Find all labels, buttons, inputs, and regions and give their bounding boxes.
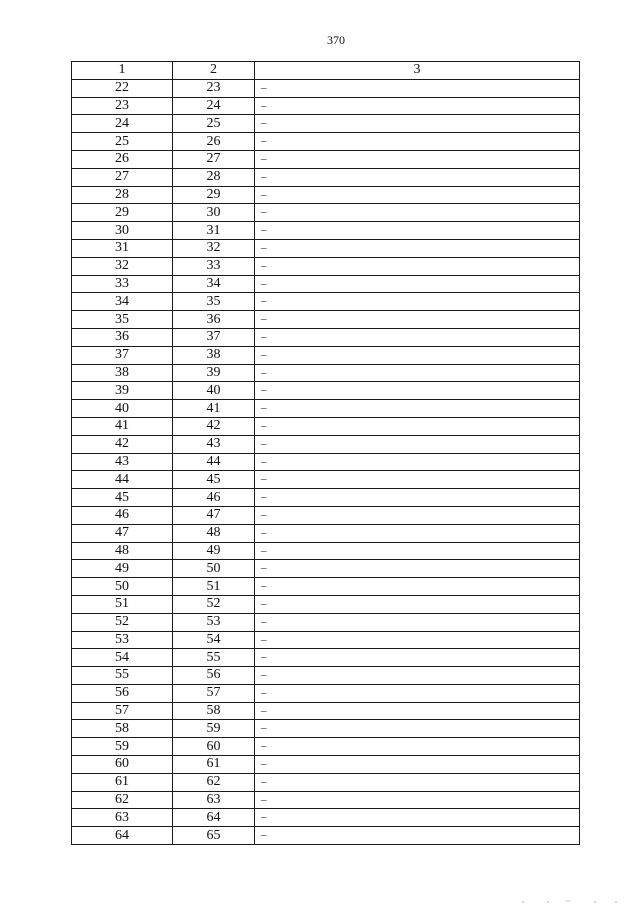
cell-col-2: 27 [173, 150, 255, 168]
cell-col-1: 35 [72, 311, 173, 329]
cell-col-2: 36 [173, 311, 255, 329]
cell-col-1: 50 [72, 578, 173, 596]
table-row [72, 702, 580, 720]
cell-col-2: 33 [173, 257, 255, 275]
table-row [72, 453, 580, 471]
cell-col-1: 47 [72, 524, 173, 542]
cell-col-3: – [255, 738, 580, 756]
cell-col-3: – [255, 239, 580, 257]
table-row [72, 667, 580, 685]
cell-col-1: 42 [72, 435, 173, 453]
cell-col-2: 45 [173, 471, 255, 489]
cell-col-2: 60 [173, 738, 255, 756]
cell-col-1: 63 [72, 809, 173, 827]
cell-col-2: 41 [173, 400, 255, 418]
cell-col-3: – [255, 133, 580, 151]
cell-col-3: – [255, 506, 580, 524]
cell-col-3: – [255, 364, 580, 382]
cell-col-3: – [255, 400, 580, 418]
cell-col-2: 25 [173, 115, 255, 133]
table-row [72, 257, 580, 275]
cell-col-3: – [255, 756, 580, 774]
table-row [72, 311, 580, 329]
table-row [72, 382, 580, 400]
cell-col-1: 48 [72, 542, 173, 560]
cell-col-3: – [255, 578, 580, 596]
table-row [72, 275, 580, 293]
table-row [72, 168, 580, 186]
cell-col-1: 24 [72, 115, 173, 133]
cell-col-3: – [255, 471, 580, 489]
table-row [72, 328, 580, 346]
cell-col-2: 52 [173, 595, 255, 613]
cell-col-3: – [255, 79, 580, 97]
cell-col-1: 55 [72, 667, 173, 685]
cell-col-1: 58 [72, 720, 173, 738]
cell-col-1: 49 [72, 560, 173, 578]
cell-col-1: 34 [72, 293, 173, 311]
cell-col-3: – [255, 667, 580, 685]
cell-col-3: – [255, 791, 580, 809]
table-row [72, 506, 580, 524]
cell-col-2: 55 [173, 649, 255, 667]
cell-col-3: – [255, 150, 580, 168]
cell-col-1: 39 [72, 382, 173, 400]
data-table [71, 61, 580, 845]
page-number: 370 [327, 33, 345, 47]
cell-col-1: 62 [72, 791, 173, 809]
cell-col-2: 51 [173, 578, 255, 596]
cell-col-2: 44 [173, 453, 255, 471]
cell-col-3: – [255, 382, 580, 400]
cell-col-1: 64 [72, 827, 173, 845]
cell-col-3: – [255, 346, 580, 364]
cell-col-1: 46 [72, 506, 173, 524]
cell-col-1: 56 [72, 684, 173, 702]
cell-col-2: 35 [173, 293, 255, 311]
cell-col-2: 65 [173, 827, 255, 845]
cell-col-3: – [255, 595, 580, 613]
cell-col-2: 54 [173, 631, 255, 649]
cell-col-2: 53 [173, 613, 255, 631]
table-row [72, 827, 580, 845]
cell-col-3: – [255, 702, 580, 720]
table-row [72, 204, 580, 222]
cell-col-1: 53 [72, 631, 173, 649]
cell-col-2: 56 [173, 667, 255, 685]
cell-col-3: – [255, 293, 580, 311]
table-row [72, 649, 580, 667]
cell-col-1: 22 [72, 79, 173, 97]
cell-col-3: – [255, 311, 580, 329]
table-row [72, 595, 580, 613]
cell-col-3: – [255, 435, 580, 453]
column-header-2: 2 [173, 62, 255, 80]
cell-col-3: – [255, 453, 580, 471]
table-row [72, 773, 580, 791]
cell-col-3: – [255, 115, 580, 133]
table-row [72, 417, 580, 435]
cell-col-2: 57 [173, 684, 255, 702]
table-row [72, 400, 580, 418]
cell-col-2: 32 [173, 239, 255, 257]
table-row [72, 79, 580, 97]
cell-col-2: 34 [173, 275, 255, 293]
cell-col-3: – [255, 773, 580, 791]
cell-col-2: 26 [173, 133, 255, 151]
table-row [72, 560, 580, 578]
header-row [72, 62, 580, 80]
cell-col-1: 36 [72, 328, 173, 346]
table-header [72, 62, 580, 80]
cell-col-3: – [255, 222, 580, 240]
cell-col-2: 31 [173, 222, 255, 240]
cell-col-3: – [255, 684, 580, 702]
cell-col-1: 52 [72, 613, 173, 631]
cell-col-3: – [255, 827, 580, 845]
cell-col-1: 43 [72, 453, 173, 471]
cell-col-3: – [255, 328, 580, 346]
cell-col-1: 31 [72, 239, 173, 257]
table-row [72, 738, 580, 756]
cell-col-1: 54 [72, 649, 173, 667]
cell-col-1: 30 [72, 222, 173, 240]
cell-col-2: 40 [173, 382, 255, 400]
cell-col-1: 29 [72, 204, 173, 222]
table-row [72, 542, 580, 560]
cell-col-3: – [255, 524, 580, 542]
cell-col-1: 44 [72, 471, 173, 489]
cell-col-2: 30 [173, 204, 255, 222]
cell-col-3: – [255, 720, 580, 738]
cell-col-3: – [255, 204, 580, 222]
table-row [72, 346, 580, 364]
cell-col-2: 48 [173, 524, 255, 542]
cell-col-1: 37 [72, 346, 173, 364]
table-row [72, 524, 580, 542]
cell-col-1: 33 [72, 275, 173, 293]
cell-col-3: – [255, 489, 580, 507]
cell-col-2: 42 [173, 417, 255, 435]
cell-col-2: 62 [173, 773, 255, 791]
cell-col-2: 64 [173, 809, 255, 827]
cell-col-3: – [255, 186, 580, 204]
table-row [72, 720, 580, 738]
cell-col-3: – [255, 168, 580, 186]
table-row [72, 150, 580, 168]
cell-col-2: 47 [173, 506, 255, 524]
cell-col-3: – [255, 257, 580, 275]
cell-col-2: 63 [173, 791, 255, 809]
cell-col-1: 57 [72, 702, 173, 720]
cell-col-3: – [255, 809, 580, 827]
cell-col-1: 28 [72, 186, 173, 204]
cell-col-2: 58 [173, 702, 255, 720]
cell-col-1: 27 [72, 168, 173, 186]
cell-col-1: 23 [72, 97, 173, 115]
cell-col-2: 46 [173, 489, 255, 507]
cell-col-1: 59 [72, 738, 173, 756]
table-row [72, 186, 580, 204]
table-row [72, 613, 580, 631]
cell-col-1: 38 [72, 364, 173, 382]
table-row [72, 489, 580, 507]
cell-col-2: 50 [173, 560, 255, 578]
cell-col-2: 49 [173, 542, 255, 560]
cell-col-2: 59 [173, 720, 255, 738]
cell-col-2: 29 [173, 186, 255, 204]
cell-col-3: – [255, 542, 580, 560]
table-row [72, 239, 580, 257]
table-row [72, 809, 580, 827]
cell-col-3: – [255, 560, 580, 578]
cell-col-2: 24 [173, 97, 255, 115]
table-row [72, 631, 580, 649]
cell-col-3: – [255, 613, 580, 631]
cell-col-2: 38 [173, 346, 255, 364]
cell-col-3: – [255, 275, 580, 293]
table-row [72, 578, 580, 596]
table-row [72, 222, 580, 240]
cell-col-3: – [255, 417, 580, 435]
cell-col-1: 45 [72, 489, 173, 507]
cell-col-3: – [255, 631, 580, 649]
cell-col-1: 41 [72, 417, 173, 435]
cell-col-3: – [255, 649, 580, 667]
table-row [72, 115, 580, 133]
table-row [72, 293, 580, 311]
table-row [72, 133, 580, 151]
cell-col-1: 61 [72, 773, 173, 791]
cell-col-2: 61 [173, 756, 255, 774]
cell-col-1: 32 [72, 257, 173, 275]
cell-col-1: 26 [72, 150, 173, 168]
table-row [72, 435, 580, 453]
column-header-3: 3 [255, 62, 580, 80]
cell-col-2: 23 [173, 79, 255, 97]
cell-col-2: 37 [173, 328, 255, 346]
cell-col-1: 40 [72, 400, 173, 418]
cell-col-1: 60 [72, 756, 173, 774]
column-header-1: 1 [72, 62, 173, 80]
table-row [72, 684, 580, 702]
table-row [72, 97, 580, 115]
table-row [72, 791, 580, 809]
scan-artifacts [520, 897, 620, 905]
table-row [72, 756, 580, 774]
table-row [72, 364, 580, 382]
table-row [72, 471, 580, 489]
cell-col-3: – [255, 97, 580, 115]
cell-col-1: 25 [72, 133, 173, 151]
cell-col-2: 43 [173, 435, 255, 453]
cell-col-2: 28 [173, 168, 255, 186]
cell-col-1: 51 [72, 595, 173, 613]
table-body [72, 79, 580, 844]
cell-col-2: 39 [173, 364, 255, 382]
